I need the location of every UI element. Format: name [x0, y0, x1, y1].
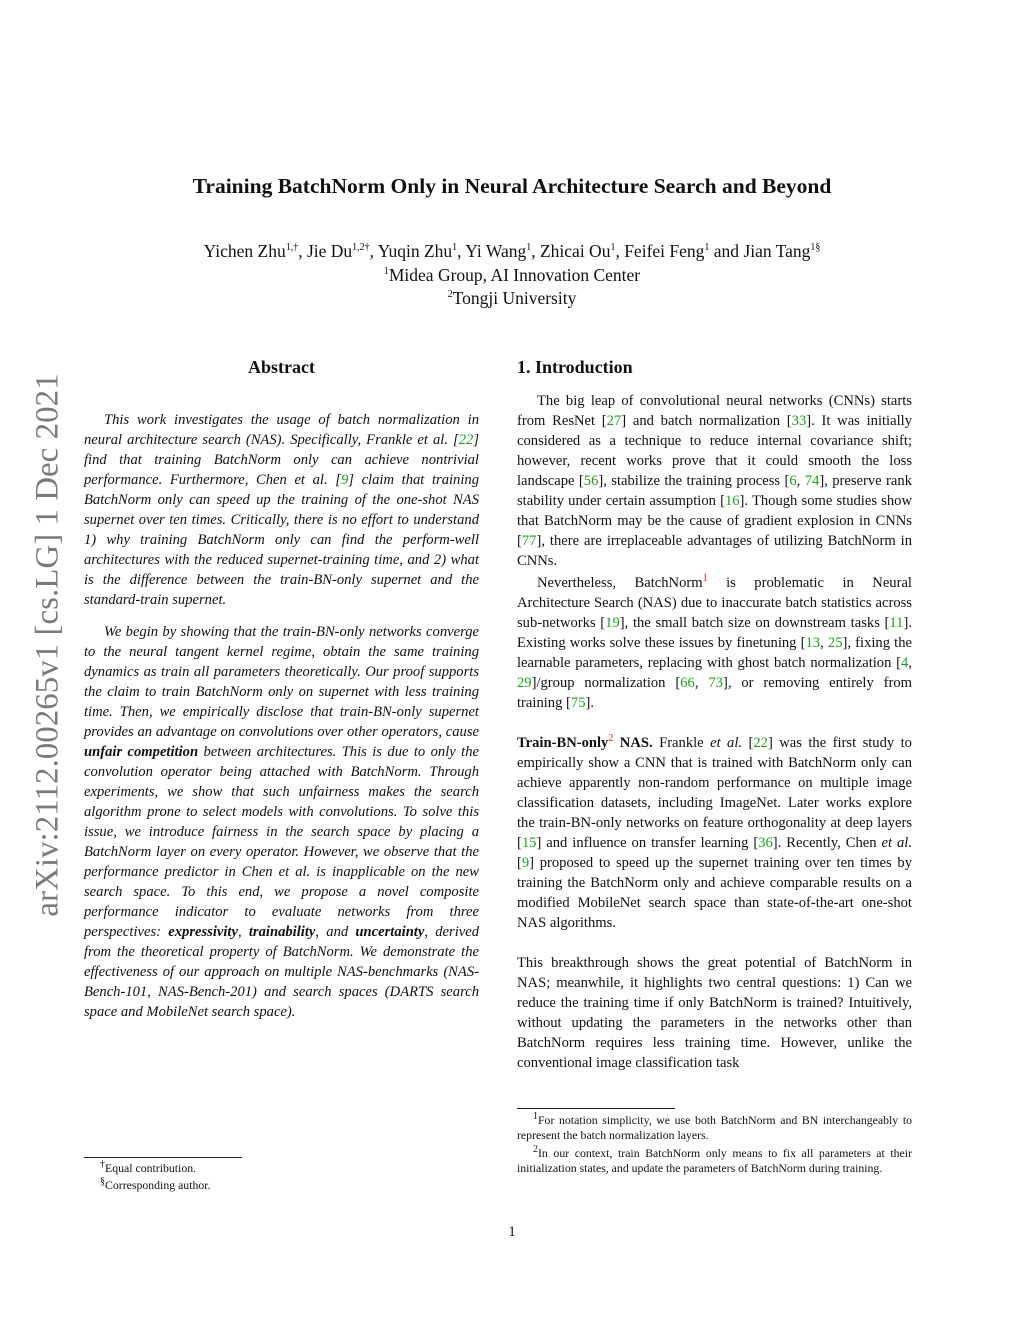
text: , — [908, 655, 912, 671]
abstract-body — [84, 410, 479, 1022]
citation-link[interactable]: 75 — [570, 695, 586, 711]
arxiv-stamp-text: arXiv:2112.00265v1 [cs.LG] 1 Dec 2021 — [29, 373, 66, 917]
paragraph-lead: Train-BN-only — [517, 735, 609, 751]
text: is problematic in Neural Architecture Search (NAS) due to inaccurate batch statistics across sub-networks [ — [517, 575, 912, 631]
author-name: Yuqin Zhu — [377, 241, 453, 261]
citation-link[interactable]: 22 — [753, 735, 768, 751]
footnote-text: Equal contribution. — [105, 1161, 197, 1175]
affiliation-name: Midea Group, AI Innovation Center — [388, 265, 641, 285]
text: ], or removing entirely from training [ — [517, 675, 913, 711]
citation-link[interactable]: 22 — [458, 432, 474, 448]
footnote-marker[interactable]: 2 — [608, 733, 614, 745]
intro-paragraph-3 — [517, 733, 912, 933]
citation-link[interactable]: 27 — [606, 413, 622, 429]
text: ], fixing the learnable parameters, replacing with ghost batch normalization [ — [517, 635, 913, 671]
paragraph-lead: NAS. — [613, 735, 653, 751]
citation-link[interactable]: 16 — [724, 493, 740, 509]
author-sup: 1,2† — [352, 242, 370, 254]
author-sup: 1 — [526, 242, 532, 254]
author-name: Yi Wang — [465, 241, 527, 261]
text: We begin by showing that the train-BN-only networks converge to the neural tangent kernel regime, obtain the same training dynamics as train all parameters theoretically. Our proof supports the claim to train BatchNorm only on supernet with less training time. Then, we empirically disclose that train-BN-only supernet provides an advantage on convolutions over other operators, cause — [84, 624, 479, 740]
introduction-heading — [517, 357, 912, 378]
citation-link[interactable]: 33 — [791, 413, 807, 429]
affiliation-1 — [0, 265, 1024, 286]
footnote — [517, 1146, 912, 1176]
text: , — [237, 924, 249, 940]
footnote-rule — [517, 1108, 675, 1109]
text: ] proposed to speed up the supernet training over ten times by training the BatchNorm only and achieve comparable results on a modified MobileNet search space than state-of-the-art one-shot NAS algorithms. — [517, 855, 912, 931]
citation-link[interactable]: 6 — [789, 473, 797, 489]
citation-link[interactable]: 56 — [583, 473, 599, 489]
footnote-mark: 2 — [533, 1144, 538, 1156]
page-number: 1 — [508, 1224, 516, 1240]
citation-link[interactable]: 36 — [758, 835, 773, 851]
author-sup: 1 — [610, 242, 616, 254]
text: The big leap of convolutional neural networks (CNNs) starts from ResNet [ — [517, 393, 912, 429]
emphasis: et al. — [710, 735, 743, 751]
author-name: Feifei Feng — [624, 241, 705, 261]
footnote-text: For notation simplicity, we use both BatchNorm and BN interchangeably to represent the batch normalization layers. — [517, 1113, 912, 1142]
abstract-heading — [84, 357, 479, 378]
footnote-rule — [84, 1157, 242, 1158]
affiliation-sup: 2 — [447, 289, 453, 301]
text: ], the small batch size on downstream tasks [ — [619, 615, 890, 631]
introduction-heading-text: 1. Introduction — [517, 357, 633, 377]
left-footnotes — [84, 1161, 479, 1193]
text: between architectures. This is due to only the convolution operator being attached with BatchNorm. Through experiments, we show that such unfairness makes the search algorithm prone to select models with convolutions. To solve this issue, we introduce fairness in the search space by placing a BatchNorm layer on every operator. However, we observe that the performance predictor in Chen et al. is inapplicable on the new search space. To this end, we propose a novel composite performance indicator to evaluate networks from three perspectives: — [84, 744, 480, 940]
abstract-paragraph-2 — [84, 622, 479, 1022]
abstract-heading-text: Abstract — [248, 357, 315, 377]
author-conjunction: and — [713, 241, 740, 261]
emphasis: unfair competition — [84, 744, 199, 760]
author-list: Yichen Zhu$^{1,\dagger}$, Jie $Du^{1,2\dagger}$, Yuqin Zhu$^1$, Yi Wang$^1$, Zhicai Ou$^1$, Feifei Feng$^1$ and Jian Tang$^{1\S}$ — [203, 241, 821, 261]
footnote-mark: § — [100, 1176, 105, 1188]
introduction-body — [517, 391, 912, 1073]
text: ]. It was initially considered as a technique to reduce internal covariance shift; however, recent works prove that it could smooth the loss landscape [ — [517, 413, 912, 489]
text: ]. Existing works solve these issues by finetuning [ — [517, 615, 912, 651]
author-sup: 1,† — [285, 242, 299, 254]
citation-link[interactable]: 66 — [680, 675, 695, 691]
citation-link[interactable]: 19 — [605, 615, 620, 631]
footnote-text: In our context, train BatchNorm only means to fix all parameters at their initialization states, and update the parameters of BatchNorm during training. — [517, 1146, 912, 1175]
footnote-mark: † — [100, 1159, 105, 1171]
text: ] was the first study to empirically show a CNN that is trained with BatchNorm only can achieve apparently non-random performance on multiple image classification datasets, including ImageNet. Later works explore the train-BN-only networks on feature orthogonality at deep layers [ — [517, 735, 912, 851]
text: ], stabilize the training process [ — [598, 473, 790, 489]
author-name: Yichen Zhu — [203, 241, 286, 261]
author-name: Jie Du — [306, 241, 353, 261]
footnote — [517, 1113, 912, 1143]
text: [ — [517, 855, 522, 871]
text: , — [694, 675, 709, 691]
affiliation-name: Tongji University — [452, 288, 577, 308]
footnote-text: Corresponding author. — [105, 1178, 211, 1192]
footnote — [84, 1178, 479, 1193]
citation-link[interactable]: 9 — [521, 855, 530, 871]
text: ] and influence on transfer learning [ — [536, 835, 759, 851]
footnote — [84, 1161, 479, 1176]
author-name: Jian Tang — [743, 241, 811, 261]
text: Nevertheless, BatchNorm — [537, 575, 703, 591]
citation-link[interactable]: 77 — [521, 533, 537, 549]
text: , and — [315, 924, 356, 940]
emphasis: et al. — [881, 835, 912, 851]
emphasis: trainability — [248, 924, 316, 940]
citation-link[interactable]: 74 — [804, 473, 820, 489]
affiliation-sup: 1 — [383, 266, 389, 278]
text: ], preserve rank stability under certain assumption [ — [517, 473, 912, 509]
author-sup: 1 — [704, 242, 710, 254]
abstract-paragraph-1 — [84, 410, 479, 610]
text: ]/group normalization [ — [531, 675, 681, 691]
citation-link[interactable]: 11 — [889, 615, 904, 631]
emphasis: uncertainty — [355, 924, 425, 940]
intro-paragraph-1 — [517, 391, 912, 571]
text: ] claim that training BatchNorm only can speed up the training of the one-shot NAS supernet over ten times. Critically, there is no effort to understand 1) why training BatchNorm only can find the perform-well architectures with the reduced supernet-training time, and 2) what is the difference between the train-BN-only supernet and the standard-train supernet. — [84, 472, 480, 608]
citation-link[interactable]: 13 — [805, 635, 821, 651]
footnote-marker[interactable]: 1 — [702, 573, 708, 585]
citation-link[interactable]: 9 — [340, 472, 349, 488]
footnote-mark: 1 — [533, 1111, 538, 1123]
text: , derived from the theoretical property of BatchNorm. We demonstrate the effectiveness of our approach on multiple NAS-benchmarks (NAS-Bench-101, NAS-Bench-201) and search spaces (DARTS search space and MobileNet search space). — [84, 924, 480, 1020]
text: [ — [742, 735, 754, 751]
intro-paragraph-2 — [517, 573, 912, 713]
author-sup: 1 — [452, 242, 458, 254]
text: ] find that training BatchNorm only can achieve nontrivial performance. Furthermore, Chen et al. [ — [84, 432, 479, 488]
text: Frankle — [652, 735, 711, 751]
citation-link[interactable]: 73 — [708, 675, 723, 691]
citation-link[interactable]: 15 — [521, 835, 537, 851]
text: ], there are irreplaceable advantages of utilizing BatchNorm in CNNs. — [517, 533, 912, 569]
text: ]. Recently, Chen — [772, 835, 882, 851]
text: This work investigates the usage of batch normalization in neural architecture search (NAS). Specifically, Frankle et al. [ — [84, 412, 479, 448]
text: , — [796, 473, 805, 489]
text: ] and batch normalization [ — [621, 413, 792, 429]
citation-link[interactable]: 29 — [517, 675, 532, 691]
right-footnotes — [517, 1113, 912, 1176]
affiliation-2 — [0, 288, 1024, 309]
text: ]. Though some studies show that BatchNorm may be the cause of gradient explosion in CNNs [ — [517, 493, 912, 549]
emphasis: expressivity — [168, 924, 238, 940]
citation-link[interactable]: 4 — [901, 655, 909, 671]
text: ]. — [585, 695, 595, 711]
intro-paragraph-4: This breakthrough shows the great potential of BatchNorm in NAS; meanwhile, it highlights two central questions: 1) Can we reduce the training time if only BatchNorm is trained? Intuitively, without updating the parameters in the networks other than BatchNorm requires less training time. However, unlike the conventional image classification task — [517, 955, 912, 1071]
citation-link[interactable]: 25 — [827, 635, 843, 651]
author-name: Zhicai Ou — [539, 241, 611, 261]
paper-title: Training BatchNorm Only in Neural Architecture Search and Beyond — [192, 174, 832, 198]
author-sup: 1§ — [810, 242, 821, 254]
text: , — [820, 635, 828, 651]
